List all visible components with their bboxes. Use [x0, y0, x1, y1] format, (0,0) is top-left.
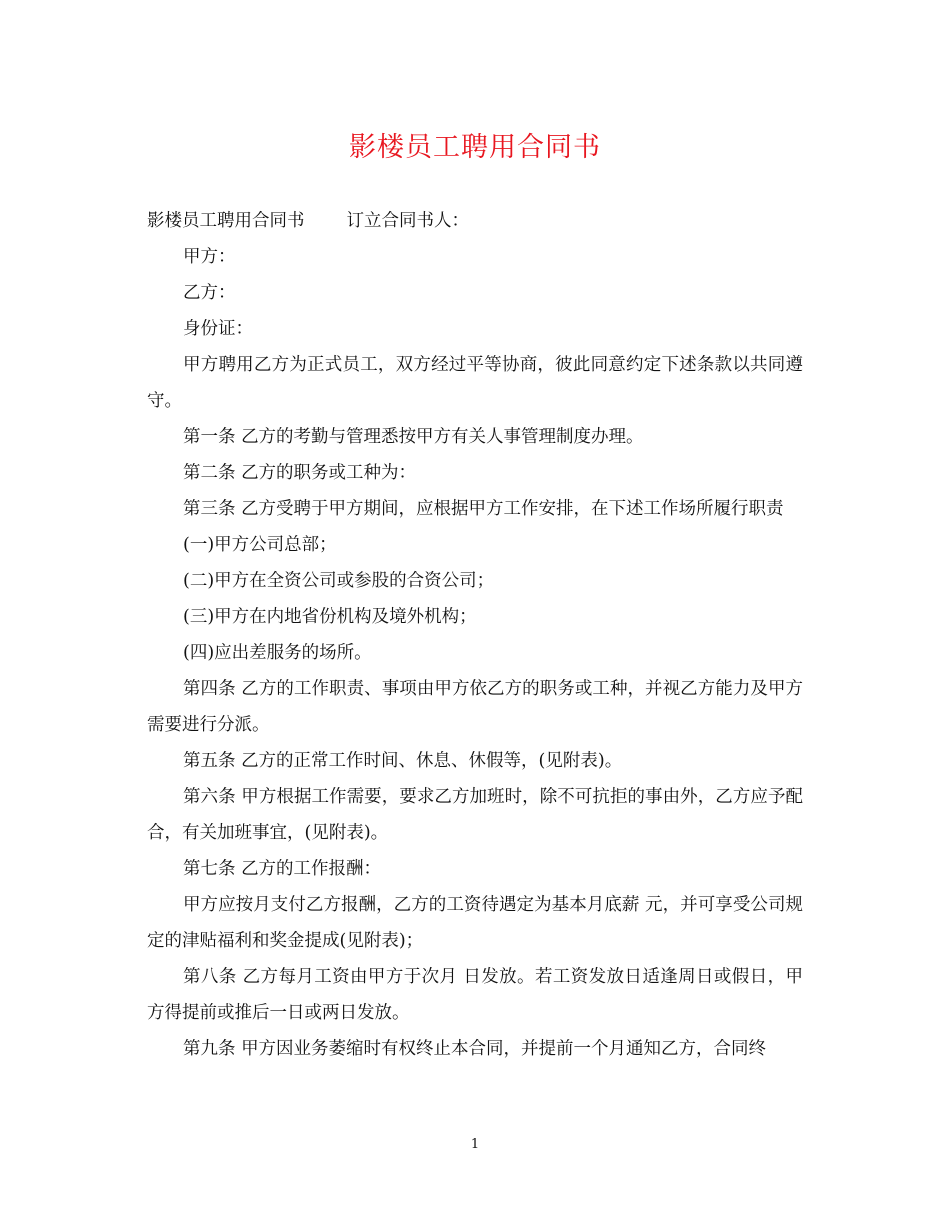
article-1: 第一条 乙方的考勤与管理悉按甲方有关人事管理制度办理。 — [183, 427, 644, 447]
article-7: 第七条 乙方的工作报酬： — [183, 859, 382, 879]
contract-name: 影楼员工聘用合同书 — [147, 211, 305, 231]
article-5: 第五条 乙方的正常工作时间、休息、休假等，(见附表)。 — [183, 751, 623, 771]
document-title: 影楼员工聘用合同书 — [349, 132, 601, 163]
document-body — [147, 203, 803, 1067]
article-3-item-2: (二)甲方在全资公司或参股的合资公司； — [183, 571, 495, 591]
article-6: 第六条 甲方根据工作需要，要求乙方加班时，除不可抗拒的事由外，乙方应予配合，有关加班事宜，(见附表)。 — [147, 787, 803, 843]
contract-parties-label: 订立合同书人： — [346, 211, 469, 231]
page-number: 1 — [470, 1137, 480, 1152]
article-3: 第三条 乙方受聘于甲方期间，应根据甲方工作安排，在下述工作场所履行职责 — [183, 499, 784, 519]
article-9: 第九条 甲方因业务萎缩时有权终止本合同，并提前一个月通知乙方，合同终 — [183, 1039, 767, 1059]
article-2: 第二条 乙方的职务或工种为： — [183, 463, 417, 483]
article-3-item-4: (四)应出差服务的场所。 — [183, 643, 372, 663]
article-3-item-1: (一)甲方公司总部； — [183, 535, 337, 555]
party-b-line: 乙方： — [183, 283, 236, 303]
article-3-item-3: (三)甲方在内地省份机构及境外机构； — [183, 607, 477, 627]
id-card-line: 身份证： — [183, 319, 253, 339]
party-a-line: 甲方： — [183, 247, 236, 267]
article-8: 第八条 乙方每月工资由甲方于次月 日发放。若工资发放日适逢周日或假日，甲方得提前或推后一日或两日发放。 — [147, 967, 803, 1023]
contract-header-line — [147, 203, 803, 239]
article-4: 第四条 乙方的工作职责、事项由甲方依乙方的职务或工种，并视乙方能力及甲方需要进行分派。 — [147, 679, 803, 735]
article-7-detail: 甲方应按月支付乙方报酬，乙方的工资待遇定为基本月底薪 元，并可享受公司规定的津贴福利和奖金提成(见附表)； — [147, 895, 803, 951]
preamble-paragraph: 甲方聘用乙方为正式员工，双方经过平等协商，彼此同意约定下述条款以共同遵守。 — [147, 355, 803, 411]
